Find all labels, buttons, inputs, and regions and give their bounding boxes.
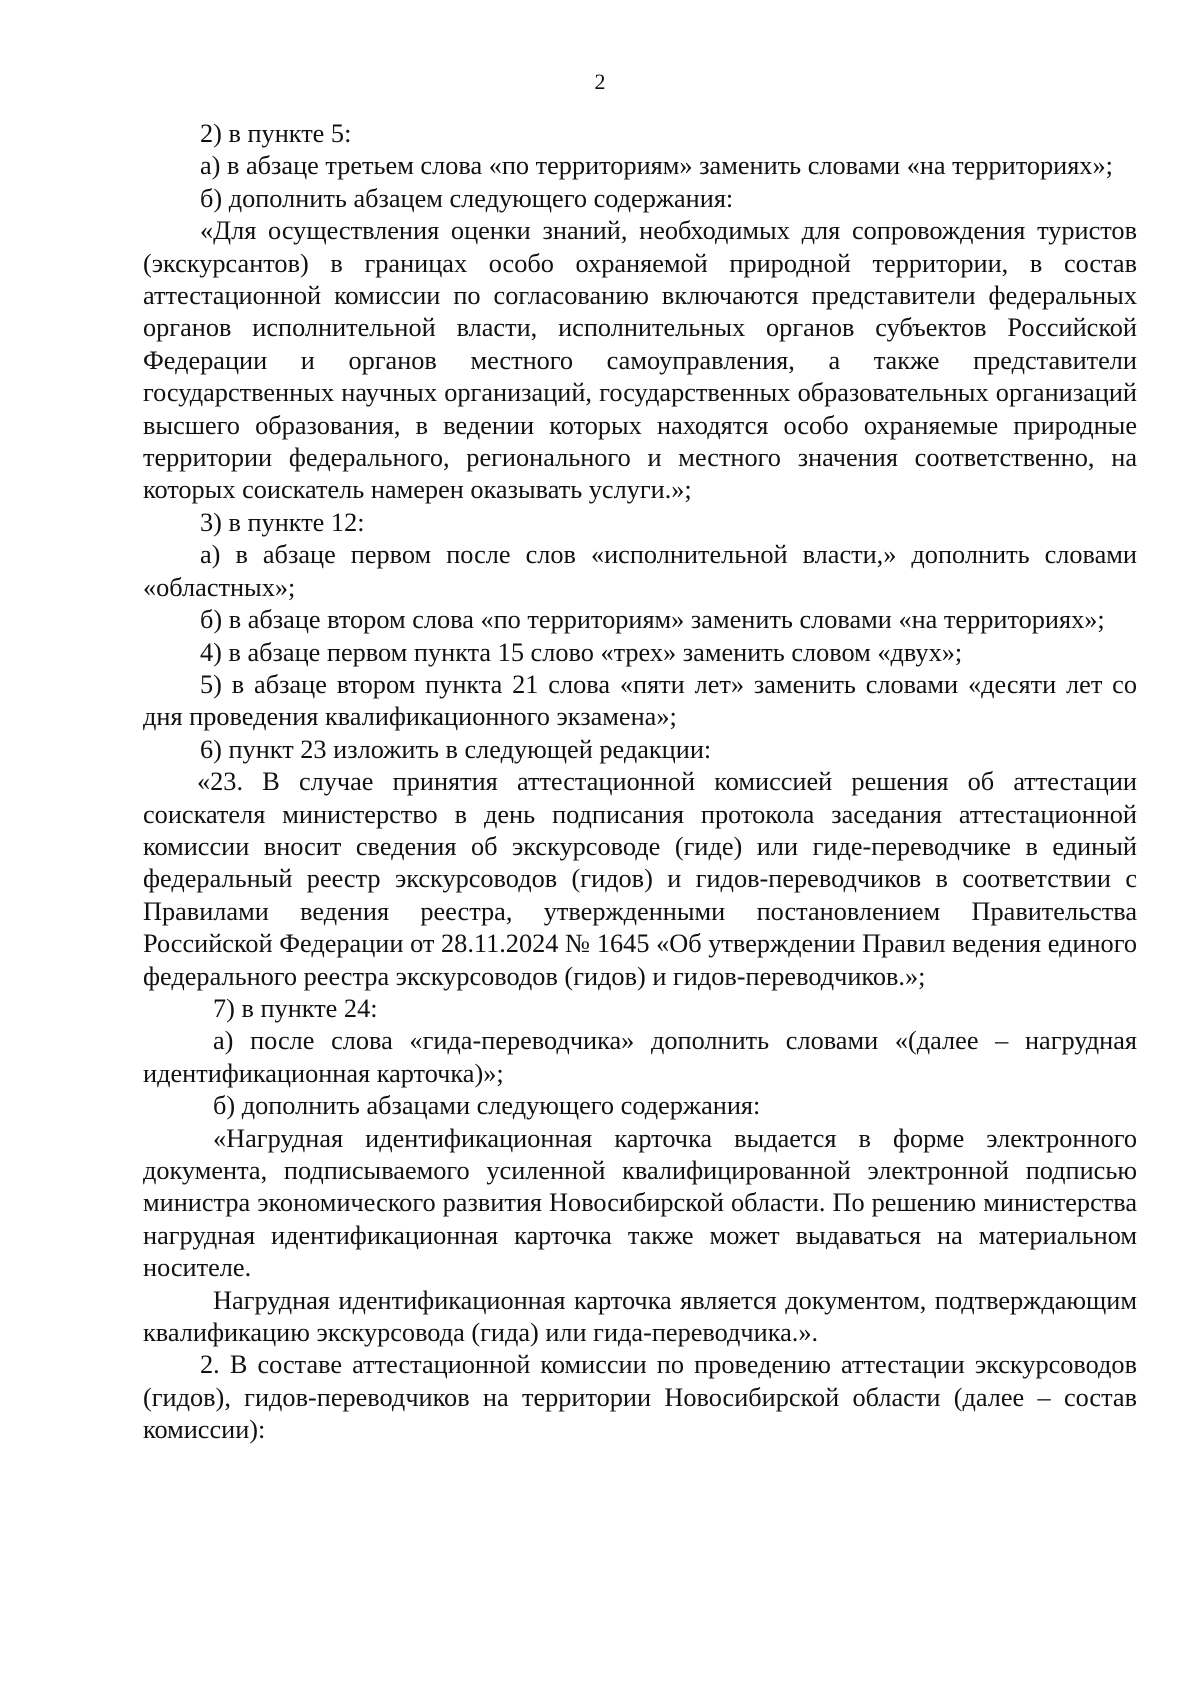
paragraph-quote-badge: «Нагрудная идентификационная карточка выдается в форме электронного документа, подписываемого усиленной квалифицированной электронной подписью министра экономического развития Новосибирской области. По решению министерства нагрудная идентификационная карточка также может выдаваться на материальном носителе.	[143, 1123, 1137, 1283]
paragraph-subitem-7b: б) дополнить абзацами следующего содержания:	[213, 1091, 761, 1121]
paragraph-item-2: 2) в пункте 5:	[200, 119, 352, 148]
paragraph-quote-23: «23. В случае принятия аттестационной комиссией решения об аттестации соискателя министерство в день подписания протокола заседания аттестационной комиссии вносит сведения об экскурсоводе (гиде) или гиде-переводчике в единый федеральный реестр экскурсоводов (гидов) и гидов-переводчиков в соответствии с Правилами ведения реестра, утвержденными постановлением Правительства Российской Федерации от 28.11.2024 № 1645 «Об утверждении Правил ведения единого федерального реестра экскурсоводов (гидов) и гидов-переводчиков.»;	[143, 767, 1137, 991]
paragraph-item-7: 7) в пункте 24:	[213, 993, 378, 1023]
paragraph-subitem-3b: б) в абзаце втором слова «по территориям» заменить словами «на территориях»;	[200, 605, 1105, 635]
paragraph-item-5: 5) в абзаце втором пункта 21 слова «пяти лет» заменить словами «десяти лет со дня проведения квалификационного экзамена»;	[143, 669, 1137, 732]
paragraph-subitem-2b: б) дополнить абзацем следующего содержания:	[200, 183, 734, 213]
paragraph-badge-document: Нагрудная идентификационная карточка является документом, подтверждающим квалификацию экскурсовода (гида) или гида-переводчика.».	[143, 1285, 1137, 1348]
page-number: 2	[594, 69, 606, 94]
paragraph-subitem-7a: а) после слова «гида-переводчика» дополнить словами «(далее – нагрудная идентификационная карточка)»;	[143, 1026, 1137, 1088]
paragraph-subitem-3a: а) в абзаце первом после слов «исполнительной власти,» дополнить словами «областных»;	[143, 540, 1137, 602]
paragraph-quote-assessment: «Для осуществления оценки знаний, необходимых для сопровождения туристов (экскурсантов) в границах особо охраняемой природной территории, в состав аттестационной комиссии по согласованию включаются представители федеральных органов исполнительной власти, исполнительных органов субъектов Российской Федерации и органов местного самоуправления, а также представители государственных научных организаций, государственных образовательных организаций высшего образования, в ведении которых находятся особо охраняемые природные территории федерального, регионального и местного значения соответственно, на которых соискатель намерен оказывать услуги.»;	[143, 216, 1137, 505]
document-body	[143, 118, 1137, 1447]
paragraph-item-6: 6) пункт 23 изложить в следующей редакции:	[200, 734, 712, 764]
paragraph-item-3: 3) в пункте 12:	[200, 507, 365, 537]
paragraph-section-2: 2. В составе аттестационной комиссии по проведению аттестации экскурсоводов (гидов), гидов-переводчиков на территории Новосибирской области (далее – состав комиссии):	[143, 1350, 1137, 1445]
paragraph-subitem-2a: а) в абзаце третьем слова «по территориям» заменить словами «на территориях»;	[200, 151, 1113, 181]
paragraph-item-4: 4) в абзаце первом пункта 15 слово «трех» заменить словом «двух»;	[200, 637, 963, 667]
